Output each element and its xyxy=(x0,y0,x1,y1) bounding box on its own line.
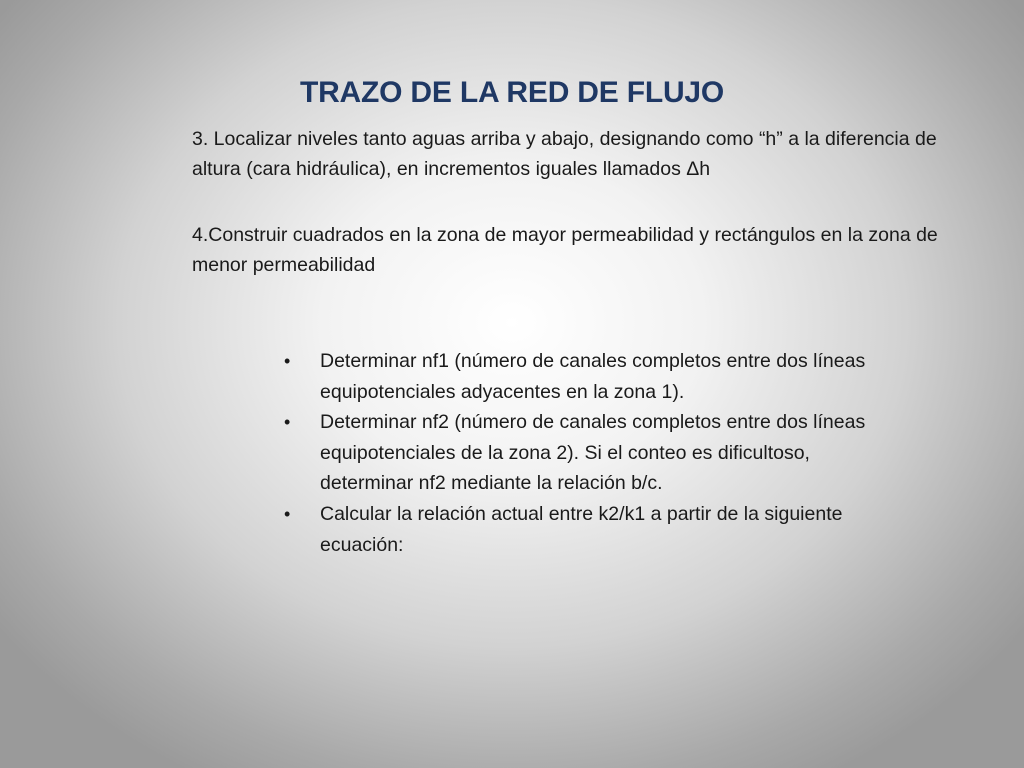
bullet-text: Calcular la relación actual entre k2/k1 a partir de la siguiente ecuación: xyxy=(320,502,843,556)
bullet-icon: • xyxy=(284,412,291,433)
paragraph-step-4: 4.Construir cuadrados en la zona de mayor permeabilidad y rectángulos en la zona de menor permeabilidad xyxy=(192,224,938,276)
bullet-text: Determinar nf1 (número de canales completos entre dos líneas equipotenciales adyacentes en la zona 1). xyxy=(320,350,866,403)
bullet-list xyxy=(284,346,884,560)
slide-title: TRAZO DE LA RED DE FLUJO xyxy=(299,76,725,109)
bullet-item xyxy=(284,499,884,560)
bullet-item xyxy=(284,407,884,499)
bullet-icon: • xyxy=(284,503,291,524)
bullet-text: Determinar nf2 (número de canales completos entre dos líneas equipotenciales de la zona 2). Si el conteo es dificultoso, determinar nf2 mediante la relación b/c. xyxy=(320,411,866,495)
bullet-icon: • xyxy=(284,351,291,371)
paragraph-step-3: 3. Localizar niveles tanto aguas arriba y abajo, designando como “h” a la diferencia de altura (cara hidráulica), en incrementos iguales llamados Δh xyxy=(192,128,937,180)
bullet-item xyxy=(284,346,884,407)
